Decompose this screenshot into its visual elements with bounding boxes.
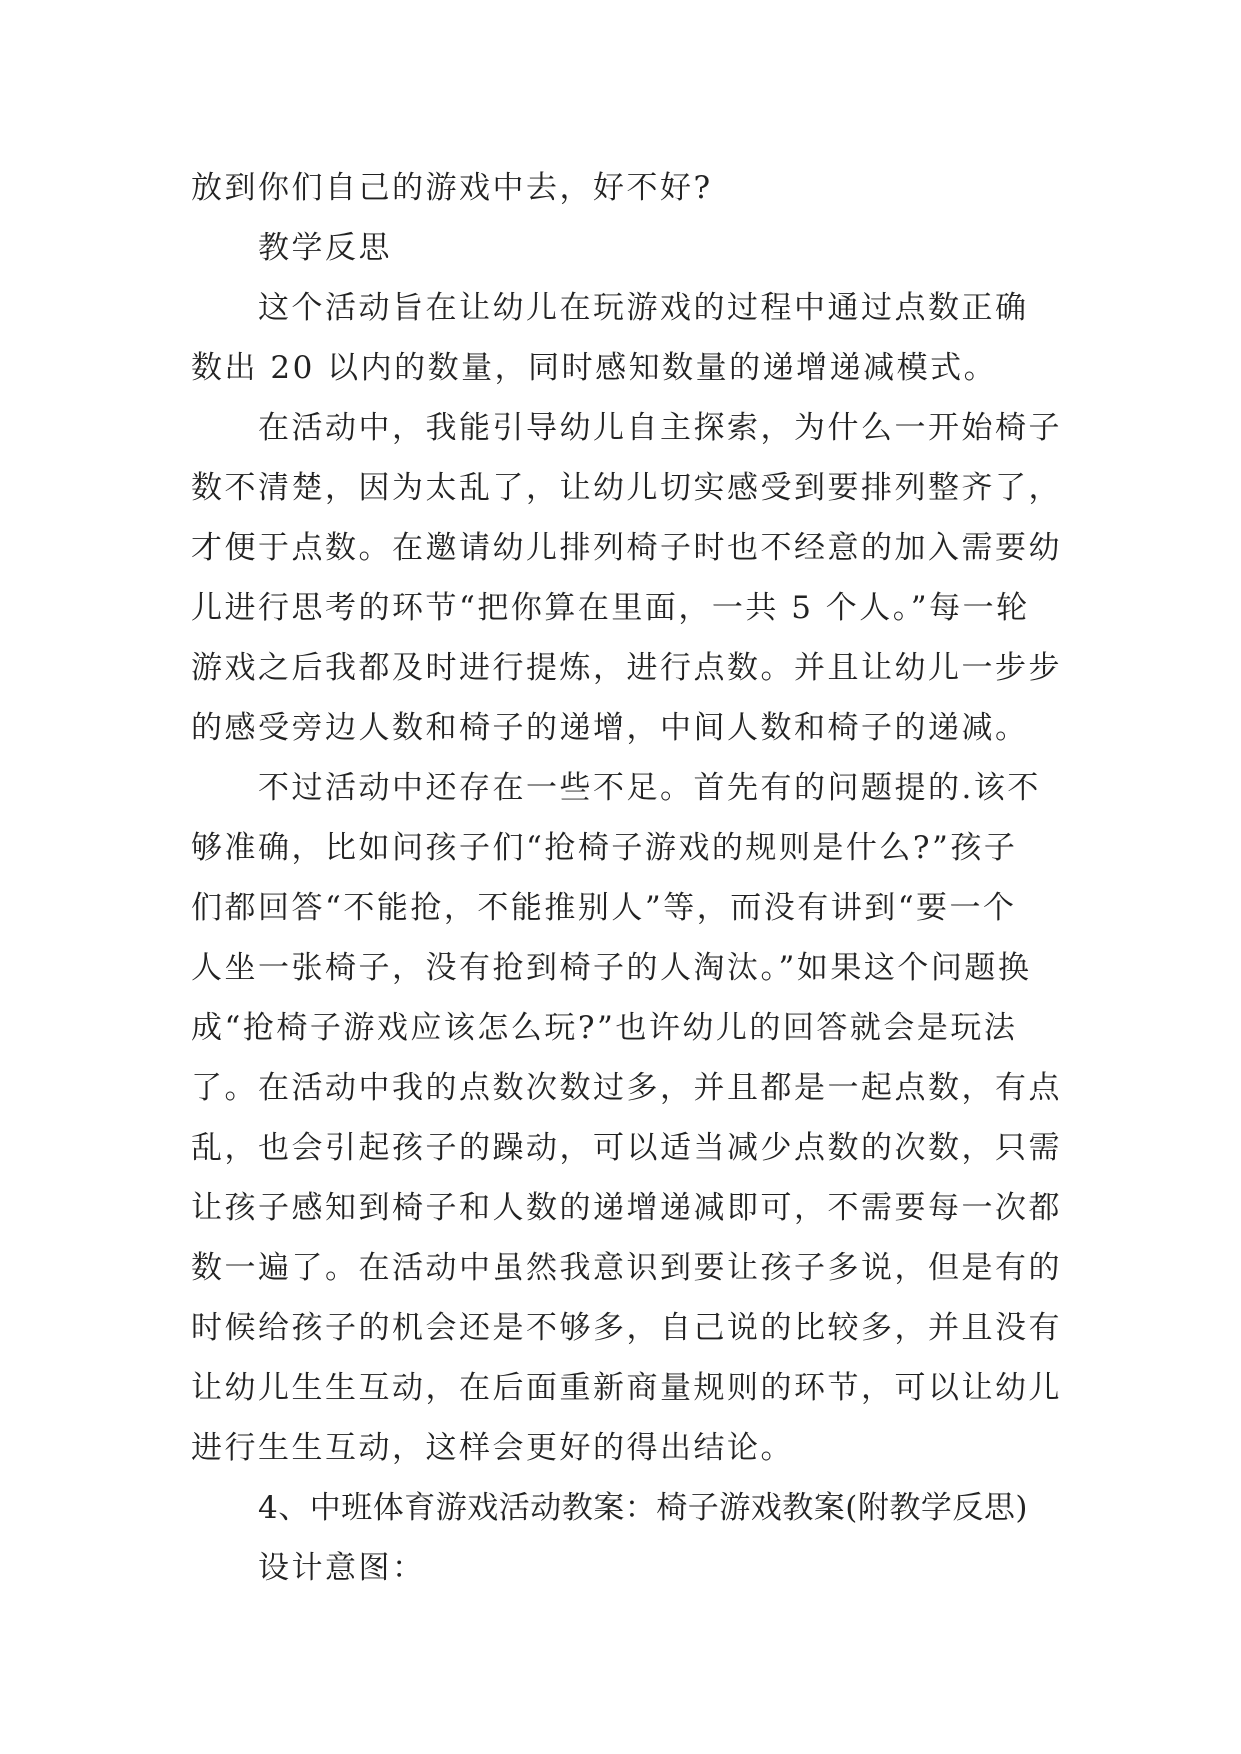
paragraph-line: 了。在活动中我的点数次数过多，并且都是一起点数，有点 — [191, 1070, 1062, 1106]
paragraph-line: 游戏之后我都及时进行提炼，进行点数。并且让幼儿一步步 — [191, 650, 1062, 686]
paragraph-line: 人坐一张椅子，没有抢到椅子的人淘汰。”如果这个问题换 — [191, 950, 1032, 986]
paragraph-line: 才便于点数。在邀请幼儿排列椅子时也不经意的加入需要幼 — [191, 530, 1062, 566]
paragraph-line: 让幼儿生生互动，在后面重新商量规则的环节，可以让幼儿 — [191, 1370, 1062, 1406]
paragraph-line: 让孩子感知到椅子和人数的递增递减即可，不需要每一次都 — [191, 1190, 1062, 1226]
paragraph-line: 够准确，比如问孩子们“抢椅子游戏的规则是什么?”孩子 — [191, 830, 1018, 866]
paragraph-line: 们都回答“不能抢，不能推别人”等，而没有讲到“要一个 — [191, 890, 1017, 926]
paragraph-line: 乱，也会引起孩子的躁动，可以适当减少点数的次数，只需 — [191, 1130, 1062, 1166]
paragraph-line: 进行生生互动，这样会更好的得出结论。 — [191, 1430, 794, 1466]
section-heading: 设计意图： — [258, 1550, 426, 1586]
section-heading: 教学反思 — [258, 230, 392, 266]
paragraph-line: 这个活动旨在让幼儿在玩游戏的过程中通过点数正确 — [258, 290, 1029, 326]
section-heading: 4、中班体育游戏活动教案：椅子游戏教案(附教学反思) — [258, 1490, 1028, 1526]
paragraph-line: 数不清楚，因为太乱了，让幼儿切实感受到要排列整齐了， — [191, 470, 1062, 506]
paragraph-line: 成“抢椅子游戏应该怎么玩?”也许幼儿的回答就会是玩法 — [191, 1010, 1018, 1046]
paragraph-line: 时候给孩子的机会还是不够多，自己说的比较多，并且没有 — [191, 1310, 1062, 1346]
paragraph-line: 数一遍了。在活动中虽然我意识到要让孩子多说，但是有的 — [191, 1250, 1062, 1286]
paragraph-line: 放到你们自己的游戏中去，好不好? — [191, 170, 713, 206]
paragraph-line: 在活动中，我能引导幼儿自主探索，为什么一开始椅子 — [258, 410, 1062, 446]
paragraph-line: 儿进行思考的环节“把你算在里面，一共 5 个人。”每一轮 — [191, 590, 1030, 626]
paragraph-line: 数出 20 以内的数量，同时感知数量的递增递减模式。 — [191, 350, 998, 386]
paragraph-line: 不过活动中还存在一些不足。首先有的问题提的.该不 — [258, 770, 1041, 806]
paragraph-line: 的感受旁边人数和椅子的递增，中间人数和椅子的递减。 — [191, 710, 1029, 746]
